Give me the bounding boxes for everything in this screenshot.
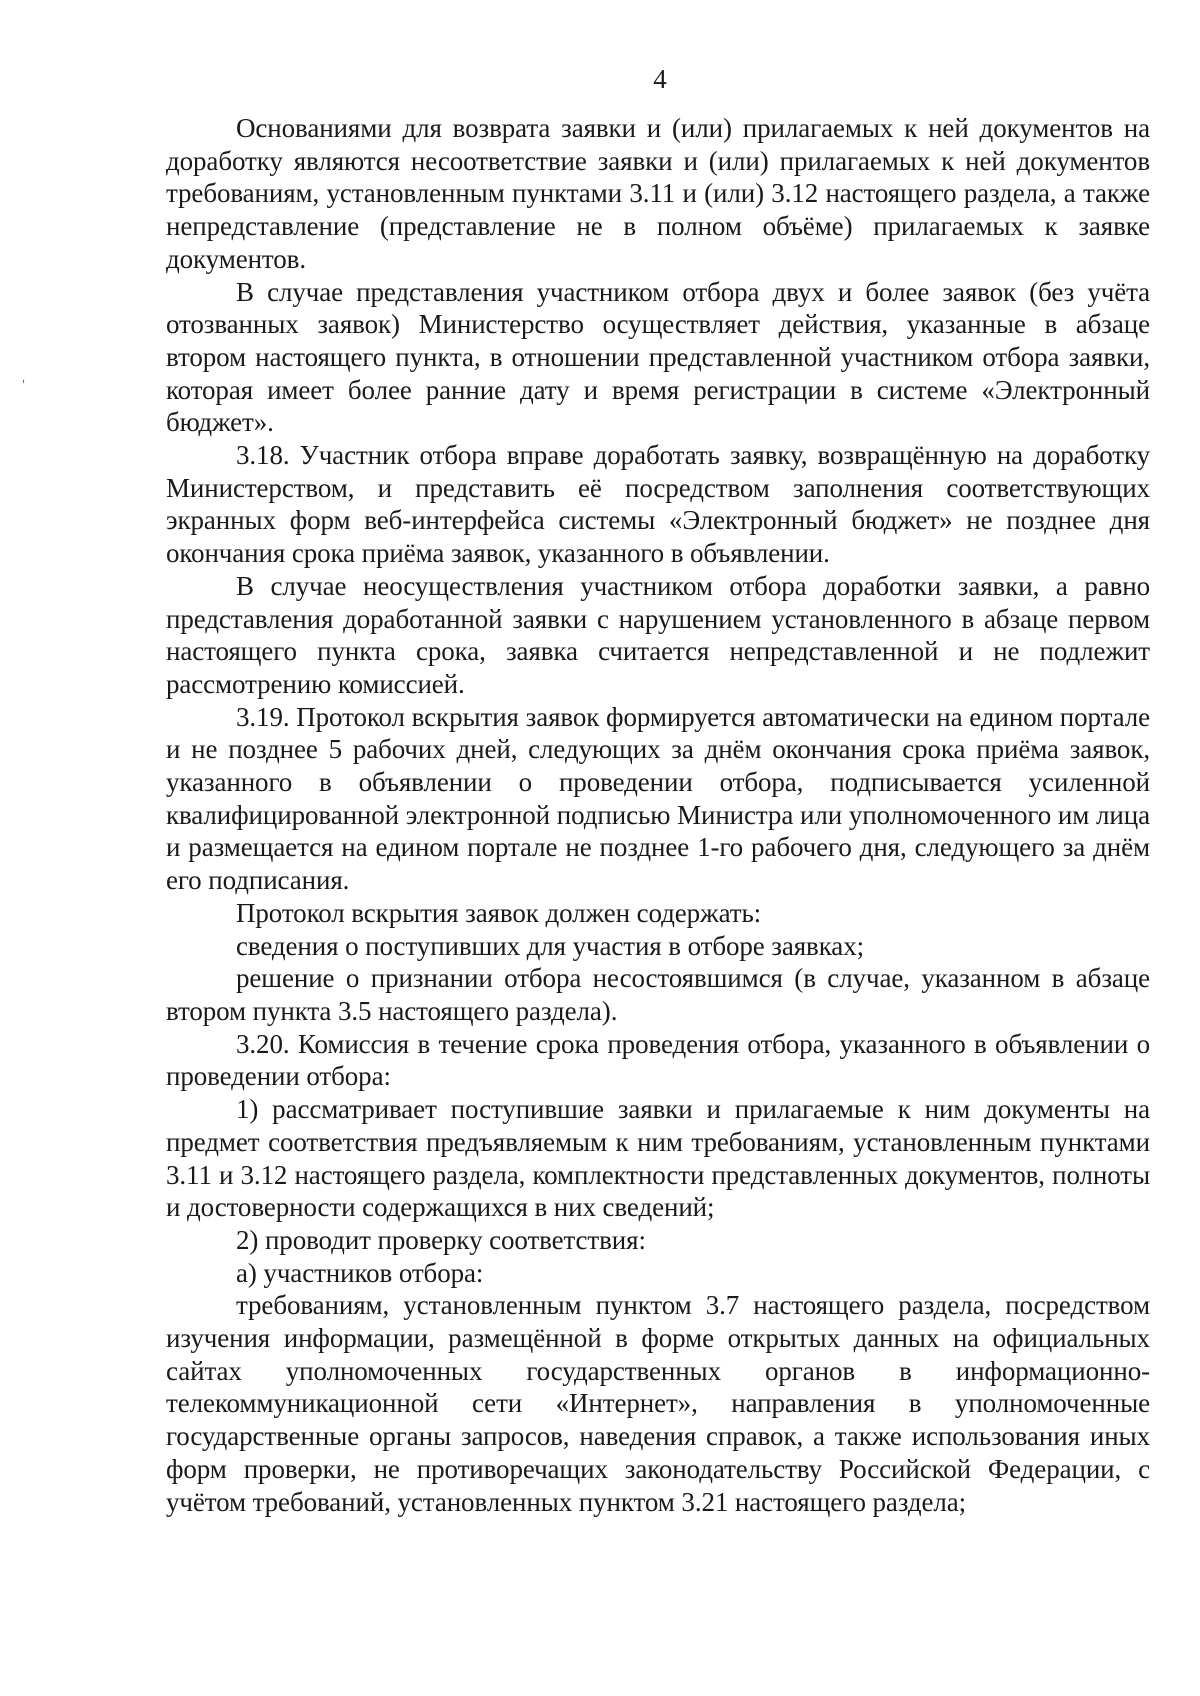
paragraph-requirements-3-7: требованиям, установленным пунктом 3.7 настоящего раздела, посредством изучения информации, размещённой в форме открытых данных на официальных сайтах уполномоченных государственных органов в информационно-телекоммуникационной сети «Интернет», направления в уполномоченные государственные органы запросов, наведения справок, а также использования иных форм проверки, не противоречащих законодательству Российской Федерации, с учётом требований, установленных пунктом 3.21 настоящего раздела;	[166, 1290, 1150, 1517]
paragraph-return-grounds: Основаниями для возврата заявки и (или) прилагаемых к ней документов на доработку являются несоответствие заявки и (или) прилагаемых к ней документов требованиям, установленным пунктами 3.11 и (или) 3.12 настоящего раздела, а также непредставление (представление не в полном объёме) прилагаемых к заявке документов.	[166, 113, 1150, 274]
page-number: 4	[653, 64, 667, 94]
paragraph-3-19: 3.19. Протокол вскрытия заявок формируется автоматически на едином портале и не позднее 5 рабочих дней, следующих за днём окончания срока приёма заявок, указанного в объявлении о проведении отбора, подписывается усиленной квалифицированной электронной подписью Министра или уполномоченного им лица и размещается на едином портале не позднее 1-го рабочего дня, следующего за днём его подписания.	[166, 701, 1150, 896]
paragraph-3-20: 3.20. Комиссия в течение срока проведения отбора, указанного в объявлении о проведении отбора:	[166, 1028, 1150, 1092]
paragraph-non-revision: В случае неосуществления участником отбора доработки заявки, а равно представления доработанной заявки с нарушением установленного в абзаце первом настоящего пункта срока, заявка считается непредставленной и не подлежит рассмотрению комиссией.	[166, 570, 1150, 699]
paragraph-3-18: 3.18. Участник отбора вправе доработать заявку, возвращённую на доработку Министерством, и представить её посредством заполнения соответствующих экранных форм веб-интерфейса системы «Электронный бюджет» не позднее дня окончания срока приёма заявок, указанного в объявлении.	[166, 440, 1150, 569]
paragraph-item-1: 1) рассматривает поступившие заявки и прилагаемые к ним документы на предмет соответствия предъявляемым к ним требованиям, установленным пунктами 3.11 и 3.12 настоящего раздела, комплектности представленных документов, полноты и достоверности содержащихся в них сведений;	[166, 1094, 1150, 1223]
paragraph-item-a: а) участников отбора:	[236, 1257, 484, 1288]
paragraph-item-2: 2) проводит проверку соответствия:	[236, 1224, 646, 1255]
document-body	[166, 112, 1150, 1518]
paragraph-failed-selection: решение о признании отбора несостоявшимся (в случае, указанном в абзаце втором пункта 3.5 настоящего раздела).	[166, 963, 1150, 1026]
paragraph-protocol-contents: Протокол вскрытия заявок должен содержать:	[236, 897, 762, 928]
paragraph-multiple-applications: В случае представления участником отбора двух и более заявок (без учёта отозванных заявок) Министерство осуществляет действия, указанные в абзаце втором настоящего пункта, в отношении представленной участником отбора заявки, которая имеет более ранние дату и время регистрации в системе «Электронный бюджет».	[166, 276, 1150, 438]
scan-artifact-mark: ˈ	[22, 378, 26, 392]
paragraph-received-applications: сведения о поступивших для участия в отборе заявках;	[236, 930, 864, 961]
